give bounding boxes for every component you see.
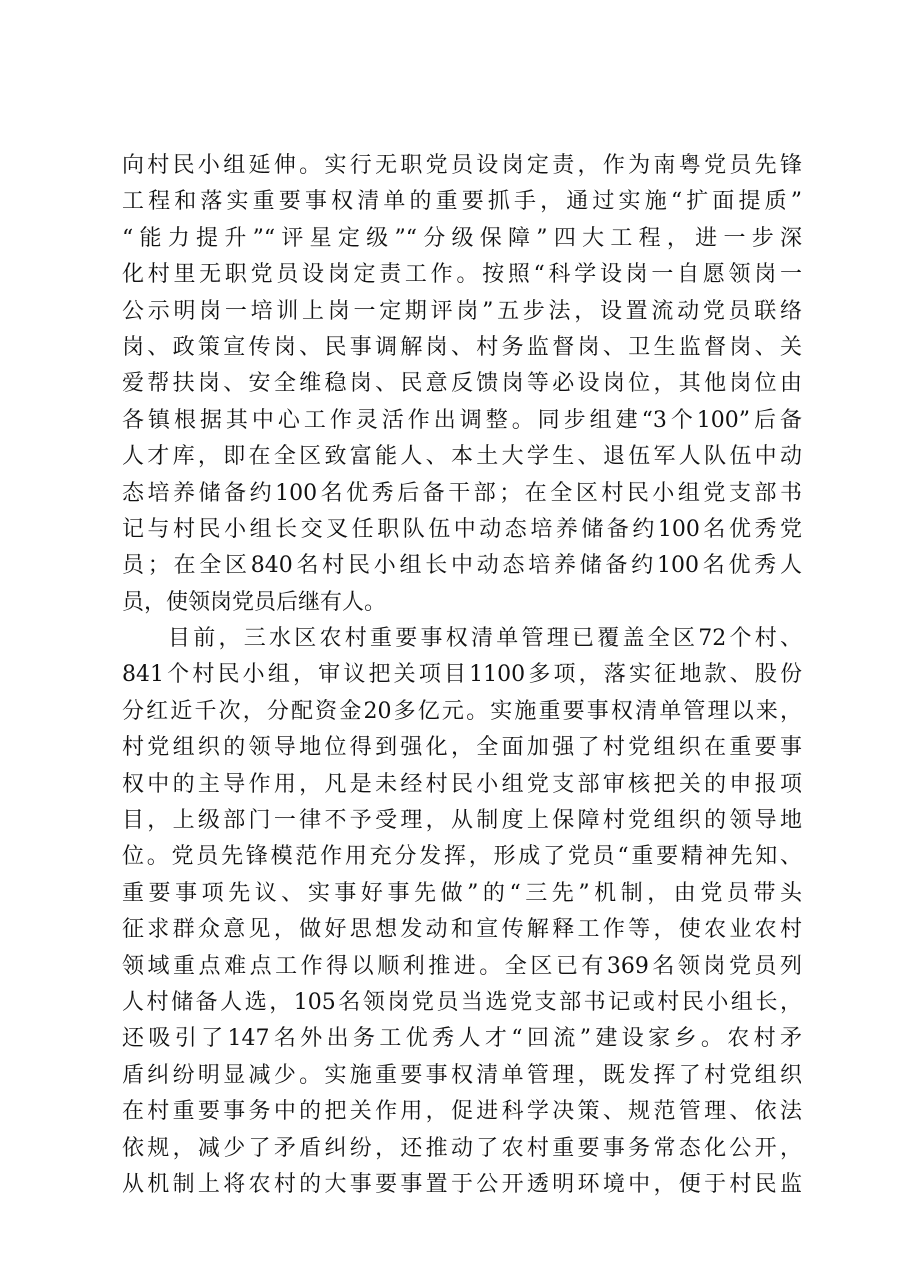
text-line: 依规，减少了矛盾纠纷，还推动了农村重要事务常态化公开， [122, 1135, 802, 1161]
text-line: 还吸引了147名外出务工优秀人才“回流”建设家乡。农村矛 [122, 1026, 802, 1052]
text-line: 领域重点难点工作得以顺利推进。全区已有369名领岗党员列 [122, 953, 802, 979]
paragraph [122, 621, 802, 1203]
text-line: 向村民小组延伸。实行无职党员设岗定责，作为南粤党员先锋 [122, 153, 802, 178]
text-line: 人村储备人选，105名领岗党员当选党支部书记或村民小组长， [122, 989, 802, 1015]
text-line: 记与村民小组长交叉任职队伍中动态培养储备约100名优秀党 [122, 516, 802, 542]
text-line: 工程和落实重要事权清单的重要抓手，通过实施“扩面提质” [122, 189, 802, 215]
text-line: 人才库，即在全区致富能人、本土大学生、退伍军人队伍中动 [122, 444, 802, 470]
text-line: 公示明岗一培训上岗一定期评岗”五步法，设置流动党员联络 [122, 298, 802, 324]
text-line: 员，使领岗党员后继有人。 [122, 589, 387, 615]
text-line: 目前，三水区农村重要事权清单管理已覆盖全区72个村、 [168, 626, 802, 652]
text-line: 村党组织的领导地位得到强化，全面加强了村党组织在重要事 [122, 735, 802, 761]
text-line: 盾纠纷明显减少。实施重要事权清单管理，既发挥了村党组织 [122, 1062, 802, 1088]
text-line: 岗、政策宣传岗、民事调解岗、村务监督岗、卫生监督岗、关 [122, 334, 802, 360]
text-line: 员；在全区840名村民小组长中动态培养储备约100名优秀人 [122, 553, 802, 579]
text-line: 征求群众意见，做好思想发动和宣传解释工作等，使农业农村 [122, 917, 802, 943]
text-line: 化村里无职党员设岗定责工作。按照“科学设岗一自愿领岗一 [122, 262, 802, 288]
text-line: 分红近千次，分配资金20多亿元。实施重要事权清单管理以来， [122, 698, 802, 724]
text-line: 目，上级部门一律不予受理，从制度上保障村党组织的领导地 [122, 808, 802, 834]
text-line: 841个村民小组，审议把关项目1100多项，落实征地款、股份 [122, 662, 802, 688]
text-line: 重要事项先议、实事好事先做”的“三先”机制，由党员带头 [122, 880, 802, 906]
text-line: 各镇根据其中心工作灵活作出调整。同步组建“3个100”后备 [122, 407, 802, 433]
text-line: 爱帮扶岗、安全维稳岗、民意反馈岗等必设岗位，其他岗位由 [122, 371, 802, 397]
text-line: 位。党员先锋模范作用充分发挥，形成了党员“重要精神先知、 [122, 844, 802, 870]
paragraph [122, 148, 802, 621]
text-line: 权中的主导作用，凡是未经村民小组党支部审核把关的申报项 [122, 771, 802, 797]
text-line: 从机制上将农村的大事要事置于公开透明环境中，便于村民监 [122, 1171, 802, 1197]
text-line: 态培养储备约100名优秀后备干部；在全区村民小组党支部书 [122, 480, 802, 506]
body-text [122, 148, 802, 1203]
text-line: “能力提升”“评星定级”“分级保障”四大工程，进一步深 [122, 225, 802, 251]
text-line: 在村重要事务中的把关作用，促进科学决策、规范管理、依法 [122, 1099, 802, 1125]
